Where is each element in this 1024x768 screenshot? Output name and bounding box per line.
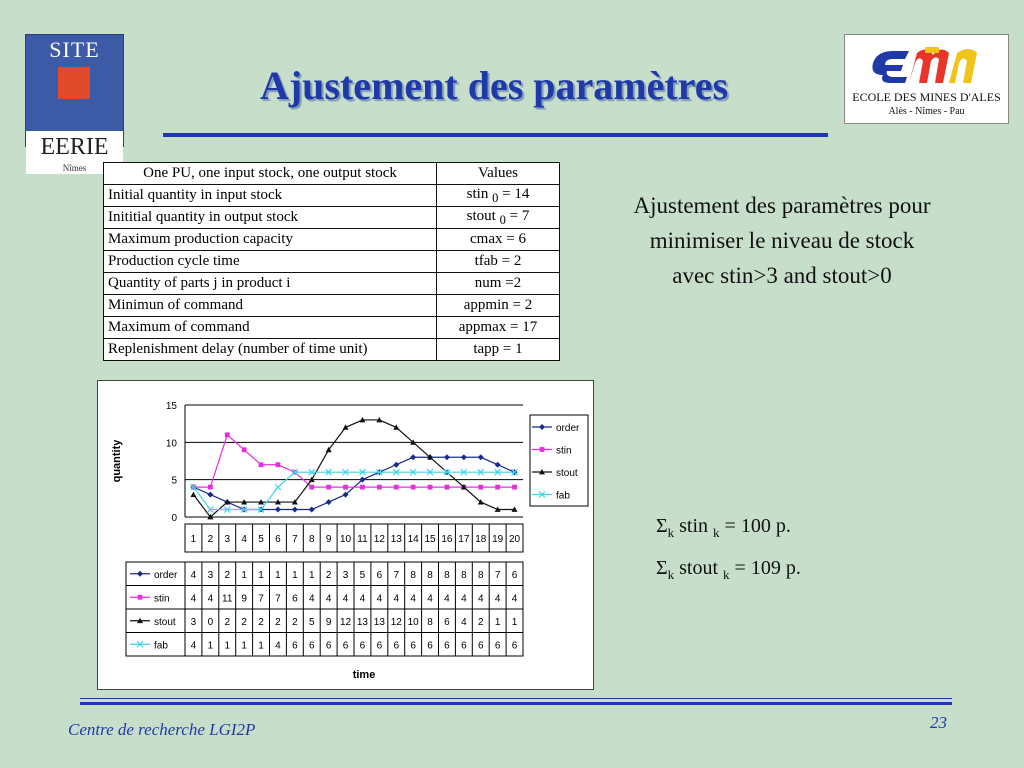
footer-rule — [80, 698, 952, 699]
data-label: 1 — [275, 569, 281, 581]
data-label: 4 — [376, 593, 383, 605]
marker-square — [225, 432, 230, 437]
data-label: 4 — [325, 593, 332, 605]
marker-diamond — [309, 507, 315, 513]
table-series-label: fab — [154, 640, 168, 652]
data-label: 4 — [190, 569, 197, 581]
marker-square — [343, 485, 348, 490]
data-label: 4 — [308, 593, 315, 605]
x-tick-label: 20 — [508, 534, 521, 545]
marker-square — [208, 485, 213, 490]
data-label: 8 — [461, 569, 467, 581]
x-tick-label: 16 — [441, 534, 453, 545]
marker-square — [495, 485, 500, 490]
data-label: 5 — [308, 616, 315, 628]
table-row — [104, 251, 560, 273]
data-label: 4 — [494, 593, 501, 605]
x-tick-label: 8 — [308, 534, 315, 545]
data-label: 2 — [241, 616, 247, 628]
x-tick-label: 3 — [224, 534, 231, 545]
data-label: 6 — [359, 640, 366, 652]
footer-lab-name: Centre de recherche LGI2P — [68, 720, 256, 739]
data-label: 1 — [511, 616, 518, 628]
data-label: 10 — [407, 616, 419, 628]
data-label: 3 — [207, 569, 214, 581]
data-label: 4 — [190, 640, 197, 652]
data-label: 8 — [427, 616, 433, 628]
table-series-label: stin — [154, 593, 170, 605]
x-tick-label: 4 — [241, 534, 247, 545]
data-label: 6 — [427, 640, 433, 652]
data-label: 6 — [410, 640, 416, 652]
data-label: 2 — [325, 569, 332, 581]
data-label: 13 — [373, 616, 385, 628]
data-label: 4 — [275, 640, 281, 652]
data-label: 5 — [359, 569, 366, 581]
x-tick-label: 2 — [207, 534, 214, 545]
table-cell-parameter: Production cycle time — [104, 251, 437, 273]
data-label: 6 — [342, 640, 349, 652]
table-row — [104, 207, 560, 229]
table-row — [104, 295, 560, 317]
data-label: 1 — [292, 569, 298, 581]
data-label: 7 — [275, 593, 281, 605]
table-cell-value: tfab = 2 — [437, 251, 560, 273]
data-label: 9 — [241, 593, 247, 605]
data-label: 2 — [258, 616, 264, 628]
marker-square — [360, 485, 365, 490]
data-label: 6 — [376, 640, 383, 652]
site-eerie-logo — [25, 34, 124, 173]
data-label: 4 — [410, 593, 416, 605]
data-label: 7 — [494, 569, 501, 581]
title-underline — [163, 133, 828, 137]
x-tick-label: 17 — [458, 534, 470, 545]
table-series-label: order — [154, 569, 178, 581]
table-cell-parameter: Inititial quantity in output stock — [104, 207, 437, 229]
table-header-values: Values — [437, 163, 560, 185]
data-label: 4 — [190, 593, 197, 605]
table-cell-parameter: Maximum of command — [104, 317, 437, 339]
legend-entry: order — [556, 423, 580, 434]
legend-entry: fab — [556, 490, 570, 502]
logo-city-text: Nîmes — [26, 162, 123, 174]
data-label: 4 — [393, 593, 400, 605]
x-tick-label: 10 — [339, 534, 352, 545]
page-title: Ajustement des paramètres — [259, 63, 729, 108]
y-tick-label: 5 — [171, 475, 177, 487]
table-header-parameter: One PU, one input stock, one output stock — [104, 163, 437, 185]
x-tick-label: 14 — [407, 534, 419, 545]
description-line: avec stin>3 and stout>0 — [672, 263, 892, 288]
data-label: 1 — [494, 616, 501, 628]
marker-diamond — [275, 507, 281, 513]
x-tick-label: 15 — [424, 534, 436, 545]
data-label: 2 — [477, 616, 484, 628]
data-label: 6 — [393, 640, 400, 652]
table-series-label: stout — [154, 616, 176, 628]
marker-square — [445, 485, 450, 490]
data-label: 6 — [308, 640, 315, 652]
marker-square — [428, 485, 433, 490]
data-label: 2 — [292, 616, 298, 628]
data-label: 4 — [359, 593, 366, 605]
data-label: 4 — [461, 593, 467, 605]
data-label: 8 — [444, 569, 450, 581]
data-label: 7 — [393, 569, 400, 581]
data-label: 2 — [275, 616, 281, 628]
y-tick-label: 15 — [165, 401, 177, 412]
data-label: 6 — [511, 640, 518, 652]
school-name: ECOLE DES MINES D'ALES — [852, 90, 1001, 104]
legend-entry: stout — [556, 468, 578, 479]
marker-triangle — [190, 492, 196, 497]
data-label: 1 — [308, 569, 315, 581]
marker-square — [377, 485, 382, 490]
data-label: 4 — [477, 593, 484, 605]
logo-eerie-text: EERIE — [26, 133, 123, 161]
x-tick-label: 13 — [390, 534, 402, 545]
logo-red-square — [58, 67, 90, 99]
table-row — [104, 339, 560, 361]
sum-stin: $\Sigma_k$ stin $_k$ = 100 p. — [656, 515, 791, 540]
data-label: 6 — [292, 593, 298, 605]
school-cities: Alès - Nîmes - Pau — [888, 106, 965, 117]
table-row — [104, 273, 560, 295]
x-tick-label: 19 — [492, 534, 504, 545]
table-cell-value: tapp = 1 — [437, 339, 560, 361]
description-line: minimiser le niveau de stock — [649, 228, 915, 253]
data-label: 6 — [477, 640, 484, 652]
marker-square — [276, 462, 281, 467]
marker-square — [309, 485, 314, 490]
marker-diamond — [410, 454, 416, 460]
table-row — [104, 185, 560, 207]
marker-square — [478, 485, 483, 490]
marker-diamond — [461, 454, 467, 460]
series-line-stout — [193, 420, 514, 517]
marker-square — [259, 462, 264, 467]
x-tick-label: 9 — [325, 534, 332, 545]
data-label: 8 — [427, 569, 433, 581]
marker-diamond — [326, 499, 332, 505]
data-label: 12 — [339, 616, 352, 628]
table-cell-parameter: Quantity of parts j in product i — [104, 273, 437, 295]
data-label: 0 — [207, 616, 214, 628]
marker-diamond — [393, 462, 399, 468]
table-cell-parameter: Initial quantity in input stock — [104, 185, 437, 207]
y-tick-label: 0 — [171, 513, 177, 524]
x-tick-label: 7 — [292, 534, 298, 545]
marker-diamond — [207, 492, 213, 498]
table-cell-value: stout $_0$ = 7 — [437, 207, 560, 229]
y-axis-label: quantity — [111, 439, 123, 483]
data-label: 1 — [258, 640, 264, 652]
y-tick-label: 10 — [165, 438, 177, 450]
table-row — [104, 229, 560, 251]
data-label: 6 — [461, 640, 467, 652]
x-tick-label: 12 — [373, 534, 385, 545]
table-cell-value: appmax = 17 — [437, 317, 560, 339]
marker-square — [540, 447, 545, 452]
data-label: 6 — [444, 616, 450, 628]
x-tick-label: 6 — [275, 534, 281, 545]
data-label: 1 — [224, 640, 231, 652]
marker-square — [326, 485, 331, 490]
data-label: 6 — [292, 640, 298, 652]
footer-rule — [80, 702, 952, 705]
table-row — [104, 317, 560, 339]
data-label: 7 — [258, 593, 264, 605]
data-label: 1 — [241, 569, 247, 581]
marker-diamond — [137, 571, 143, 577]
description-line: Ajustement des paramètres pour — [633, 193, 931, 218]
data-label: 3 — [190, 616, 197, 628]
x-tick-label: 1 — [190, 534, 197, 545]
marker-diamond — [292, 507, 298, 513]
data-label: 6 — [511, 569, 518, 581]
marker-square — [138, 595, 143, 600]
marker-square — [512, 485, 517, 490]
data-label: 6 — [444, 640, 450, 652]
marker-square — [242, 447, 247, 452]
sum-stout: $\Sigma_k$ stout $_k$ = 109 p. — [656, 557, 801, 582]
data-label: 6 — [376, 569, 383, 581]
table-cell-parameter: Maximum production capacity — [104, 229, 437, 251]
data-label: 4 — [427, 593, 433, 605]
data-label: 12 — [390, 616, 402, 628]
description-text — [592, 188, 972, 293]
x-tick-label: 11 — [357, 534, 368, 545]
data-label: 2 — [224, 616, 231, 628]
marker-square — [411, 485, 416, 490]
marker-diamond — [539, 424, 545, 430]
data-label: 4 — [342, 593, 349, 605]
x-tick-label: 5 — [258, 534, 264, 545]
data-label: 1 — [207, 640, 214, 652]
logo-site-text: SITE — [49, 37, 100, 62]
parameters-table — [103, 162, 560, 361]
table-cell-parameter: Replenishment delay (number of time unit) — [104, 339, 437, 361]
data-label: 4 — [444, 593, 450, 605]
x-tick-label: 18 — [475, 534, 487, 545]
data-label: 1 — [241, 640, 247, 652]
data-label: 4 — [207, 593, 214, 605]
data-label: 3 — [342, 569, 349, 581]
legend-entry: stin — [556, 445, 572, 457]
page-number: 23 — [930, 713, 947, 732]
table-cell-parameter: Minimun of command — [104, 295, 437, 317]
stock-chart-svg — [98, 381, 593, 689]
ecole-des-mines-logo — [844, 34, 1009, 124]
data-label: 13 — [356, 616, 369, 628]
x-axis-label: time — [352, 669, 376, 681]
marker-square — [394, 485, 399, 490]
data-label: 6 — [494, 640, 501, 652]
table-header-row — [104, 163, 560, 185]
table-cell-value: stin $_0$ = 14 — [437, 185, 560, 207]
data-label: 6 — [325, 640, 332, 652]
data-label: 8 — [410, 569, 416, 581]
marker-diamond — [444, 454, 450, 460]
data-label: 4 — [461, 616, 467, 628]
data-label: 11 — [222, 593, 233, 605]
marker-diamond — [495, 462, 501, 468]
data-label: 9 — [325, 616, 332, 628]
data-label: 2 — [224, 569, 231, 581]
data-label: 8 — [477, 569, 484, 581]
data-label: 1 — [258, 569, 264, 581]
table-cell-value: appmin = 2 — [437, 295, 560, 317]
marker-diamond — [478, 454, 484, 460]
stock-chart — [97, 380, 594, 690]
data-label: 4 — [511, 593, 518, 605]
ema-emblem-icon — [865, 37, 990, 89]
table-cell-value: cmax = 6 — [437, 229, 560, 251]
table-cell-value: num =2 — [437, 273, 560, 295]
